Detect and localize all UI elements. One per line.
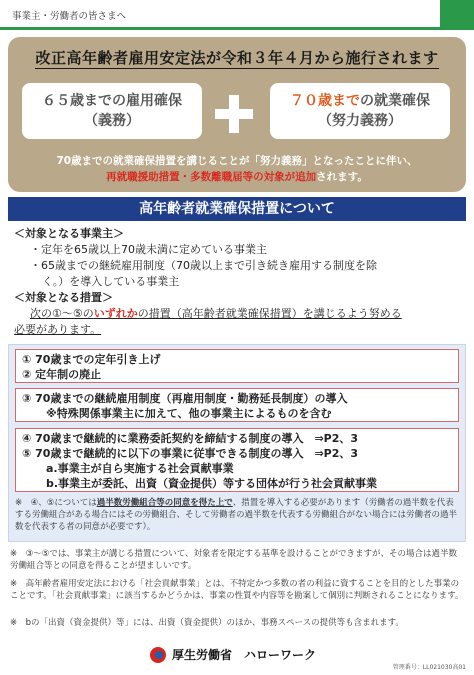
section-title: 高年齢者就業確保措置について <box>8 197 466 221</box>
hero-title: 改正高年齢者雇用安定法が令和３年４月から施行されます <box>35 49 439 67</box>
measure-box-4-5: ④ 70歳まで継続的に業務委託契約を締結する制度の導入 ⇒P2、3 ⑤ 70歳まで継続的に以下の事業に従事できる制度の導入 ⇒P2、3 a.事業主が自ら実施する社会貢献事業 b.事業主が委託、出資（資金提供）等する団体が行う社会貢献事業 <box>15 428 459 492</box>
measure-box-3: ③ 70歳までの継続雇用制度（再雇用制度・勤務延長制度）の導入 ※特殊関係事業主に加えて、他の事業主によるものを含む <box>15 388 459 422</box>
plus-icon <box>215 95 253 133</box>
employment-secured-65-box: ６５歳までの雇用確保 （義務） <box>22 83 202 139</box>
ministry-logo-icon <box>150 647 166 663</box>
footnote: ※ ③～⑤では、事業主が講じる措置について、対象者を限定する基準を設けることができますが、その場合は過半数労働組合等との同意を得ることが望ましいです。 <box>10 549 458 571</box>
management-code: 管理番号：LL021030高01 <box>392 664 466 671</box>
top-corner-accent <box>440 0 474 30</box>
footnote: ※ bの「出資（資金提供）等」には、出資（資金提供）のほか、事務スペースの提供等も含まれます。 <box>10 618 404 628</box>
target-employers-heading: ＜対象となる事業主＞ <box>14 227 124 240</box>
audience-label: 事業主・労働者の皆さまへ <box>12 11 127 22</box>
measures-note: ※ ④、⑤については過半数労働組合等の同意を得た上で、措置を導入する必要があります（労働者の過半数を代表する労働組合がある場合にはその労働組合、そして労働者の過半数を代表する労働組合がない場合には労働者の過半数を代表する者の同意が必要です）。 <box>15 498 458 532</box>
employer-bullet: ・65歳までの継続雇用制度（70歳以上まで引き続き雇用する制度を除 <box>30 259 377 272</box>
measures-intro: 次の①～⑤のいずれかの措置（高年齢者就業確保措置）を講じるよう努める <box>30 307 402 320</box>
work-secured-70-box: ７０歳までの就業確保 （努力義務） <box>270 83 450 139</box>
footer <box>0 640 474 675</box>
hero-panel <box>8 37 466 192</box>
measures-panel <box>8 344 466 542</box>
top-bar <box>0 0 474 30</box>
eligibility-content <box>14 226 462 338</box>
hero-note: 70歳までの就業確保措置を講じることが「努力義務」となったことに伴い、 再就職援助措置・多数離職届等の対象が追加されます。 <box>56 155 418 183</box>
employer-bullet-cont: く。）を導入している事業主 <box>42 275 180 288</box>
measure-box-1-2: ① 70歳までの定年引き上げ ② 定年制の廃止 <box>15 349 459 383</box>
target-measures-heading: ＜対象となる措置＞ <box>14 291 113 304</box>
footnote: ※ 高年齢者雇用安定法における「社会貢献事業」とは、不特定かつ多数の者の利益に資することを目的とした事業のことです。「社会貢献事業」に該当するかどうかは、事業の性質や内容等を勘案して個別に判断されることになります。 <box>10 579 464 601</box>
ministry-brand: 厚生労働省 ハローワーク <box>172 648 317 662</box>
measures-intro-cont: 必要があります。 <box>14 323 102 336</box>
employer-bullet: ・定年を65歳以上70歳未満に定めている事業主 <box>30 243 267 256</box>
top-stripe <box>0 27 474 30</box>
